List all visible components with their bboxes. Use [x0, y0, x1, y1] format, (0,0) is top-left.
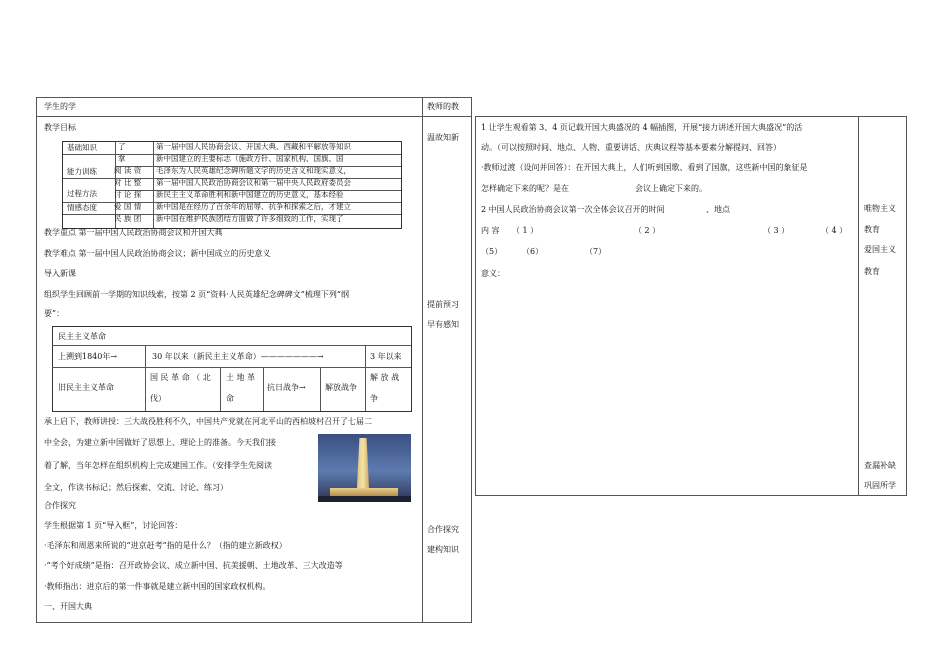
right-l6-label: 内 容	[481, 226, 500, 235]
right-l7-2: （6）	[522, 247, 544, 256]
right-l8: 意义：	[481, 269, 505, 278]
right-side-2: 教育	[864, 225, 880, 234]
chart-r3c2a: 国 民 革 命 （ 北	[150, 373, 211, 382]
monument-ground-shape	[318, 496, 411, 502]
chart-r3c6a: 解 放 战	[370, 373, 400, 382]
chart-r3c3b: 命	[226, 394, 234, 403]
right-side-4: 教育	[864, 267, 880, 276]
right-side-5: 查漏补缺	[864, 461, 896, 470]
objective-content-7: 新中国在维护民族团结方面做了许多细致的工作，实现了	[156, 214, 344, 223]
chart-r2c2: 30 年以来（新民主主义革命）———————→	[152, 352, 324, 361]
section-opening-ceremony: 一、开国大典	[44, 602, 92, 611]
right-l1: 1 让学生观看第 3、4 页记载开国大典盛况的 4 幅插图，开展“接力讲述开国大典盛况”的活	[481, 123, 803, 132]
right-l4b: 会议上确定下来的。	[635, 184, 707, 193]
objective-content-6: 新中国是在经历了百余年的屈辱、抗争和探索之后，才建立	[156, 202, 351, 211]
chart-r3c4: 抗日战争→	[267, 383, 306, 392]
side-coop-1: 合作探究	[427, 525, 459, 534]
objective-content-4: 第一届中国人民政治协商会议和第一届中央人民政府委员会	[156, 178, 351, 187]
objective-verb-3: 阅 读 资	[114, 166, 142, 175]
objective-verb-4: 对 比 整	[114, 178, 142, 187]
coop-heading: 合作探究	[44, 501, 76, 510]
chart-r3c6b: 争	[370, 394, 378, 403]
chart-title: 民主主义革命	[58, 332, 106, 341]
objective-cat-4: 情感态度	[67, 203, 97, 212]
right-l6-1: （ 1 ）	[512, 226, 539, 235]
monument-photo	[318, 434, 411, 502]
chart-r3c5: 解放战争	[325, 383, 357, 392]
right-side-1: 唯物主义	[864, 204, 896, 213]
left-column-divider	[422, 97, 423, 622]
objective-content-1: 第一届中国人民协商会议、开国大典、西藏和平解放等知识	[156, 142, 351, 151]
right-l6-4: （ 4 ）	[821, 226, 848, 235]
right-side-6: 巩固所学	[864, 481, 896, 490]
right-l6-2: （ 2 ）	[634, 226, 661, 235]
chart-r3c2b: 伐）	[150, 394, 166, 403]
side-preview-1: 提前预习	[427, 300, 459, 309]
monument-tower-shape	[354, 438, 372, 494]
right-l6-3: （ 3 ）	[763, 226, 790, 235]
intro-text-2: 要”：	[44, 309, 65, 318]
objective-verb-5: 讨 论 探	[114, 190, 142, 199]
key-point: 教学重点 第一届中国人民政治协商会议和开国大典	[44, 228, 223, 237]
right-l5b: 、地点	[706, 205, 730, 214]
side-preview-2: 早有感知	[427, 320, 459, 329]
coop-4: ·教师指出：进京后的第一件事就是建立新中国的国家政权机构。	[44, 582, 271, 591]
difficulty: 教学难点 第一届中国人民政治协商会议；新中国成立的历史意义	[44, 249, 271, 258]
objective-verb-6: 爱 国 情	[114, 202, 142, 211]
objective-cat-1: 基础知识	[67, 143, 97, 152]
chart-r2c1: 上溯到1840年→	[58, 352, 118, 361]
coop-1: 学生根据第 1 页“导入框”，讨论回答：	[44, 521, 183, 530]
para-3: 着了解，当年怎样在组织机构上完成建国工作。（安排学生先阅读	[44, 461, 272, 470]
side-coop-2: 建构知识	[427, 545, 459, 554]
para-1: 承上启下，教师讲授：三大战役胜利不久，中国共产党就在河北平山的西柏坡村召开了七届二	[44, 417, 372, 426]
coop-2: ·毛泽东和周恩来所说的“进京赶考”指的是什么？（指的建立新政权）	[44, 541, 287, 550]
right-l3: ·教师过渡（设问并回答）：在开国大典上，人们听到国歌、看到了国旗，这些新中国的象征是	[481, 163, 808, 172]
intro-heading: 导入新课	[44, 269, 76, 278]
objective-cat-3: 过程方法	[67, 189, 97, 198]
objective-verb-1: 了	[118, 142, 126, 151]
objective-verb-2: 掌	[118, 154, 126, 163]
right-column-divider	[858, 116, 859, 495]
right-page-frame	[475, 116, 907, 496]
chart-r3c1: 旧民主主义革命	[58, 383, 114, 392]
objective-cat-2: 能力训练	[67, 167, 97, 176]
right-l7-3: （7）	[585, 247, 607, 256]
chart-r2c3: 3 年以来	[370, 352, 402, 361]
right-l2: 动。（可以按照时间、地点、人物、重要讲话、庆典议程等基本要素分解提问、回答）	[481, 143, 781, 152]
objective-content-2: 新中国建立的主要标志（施政方针、国家机构、国旗、国	[156, 154, 344, 163]
objective-content-3: 毛泽东为人民英雄纪念碑所题文字的历史含义和现实意义，	[156, 166, 351, 175]
right-l4a: 怎样确定下来的呢？是在	[481, 184, 569, 193]
objective-content-5: 新民主主义革命胜利和新中国建立的历史意义，基本经验	[156, 190, 344, 199]
header-teacher: 教师的教	[427, 102, 459, 111]
chart-r3c3a: 土 地 革	[226, 373, 256, 382]
header-student: 学生的学	[44, 102, 76, 111]
para-4: 全文，作读书标记；然后探索、交流、讨论、练习）	[44, 483, 228, 492]
right-l7-1: （5）	[481, 247, 503, 256]
right-l5a: 2 中国人民政治协商会议第一次全体会议召开的时间	[481, 205, 665, 214]
side-review: 温故知新	[427, 133, 459, 142]
coop-3: ·“考个好成绩”是指：召开政协会议、成立新中国、抗美援朝、土地改革、三大改造等	[44, 561, 343, 570]
intro-text-1: 组织学生回顾前一学期的知识线索，按第 2 页“资料·人民英雄纪念碑碑文”梳理下列“纲	[44, 290, 349, 299]
right-side-3: 爱国主义	[864, 245, 896, 254]
para-2: 中全会，为建立新中国做好了思想上、理论上的准备。今天我们接	[44, 438, 276, 447]
section-goal: 教学目标	[44, 123, 76, 132]
left-header-divider	[36, 116, 471, 117]
objective-verb-7: 民 族 团	[114, 214, 142, 223]
